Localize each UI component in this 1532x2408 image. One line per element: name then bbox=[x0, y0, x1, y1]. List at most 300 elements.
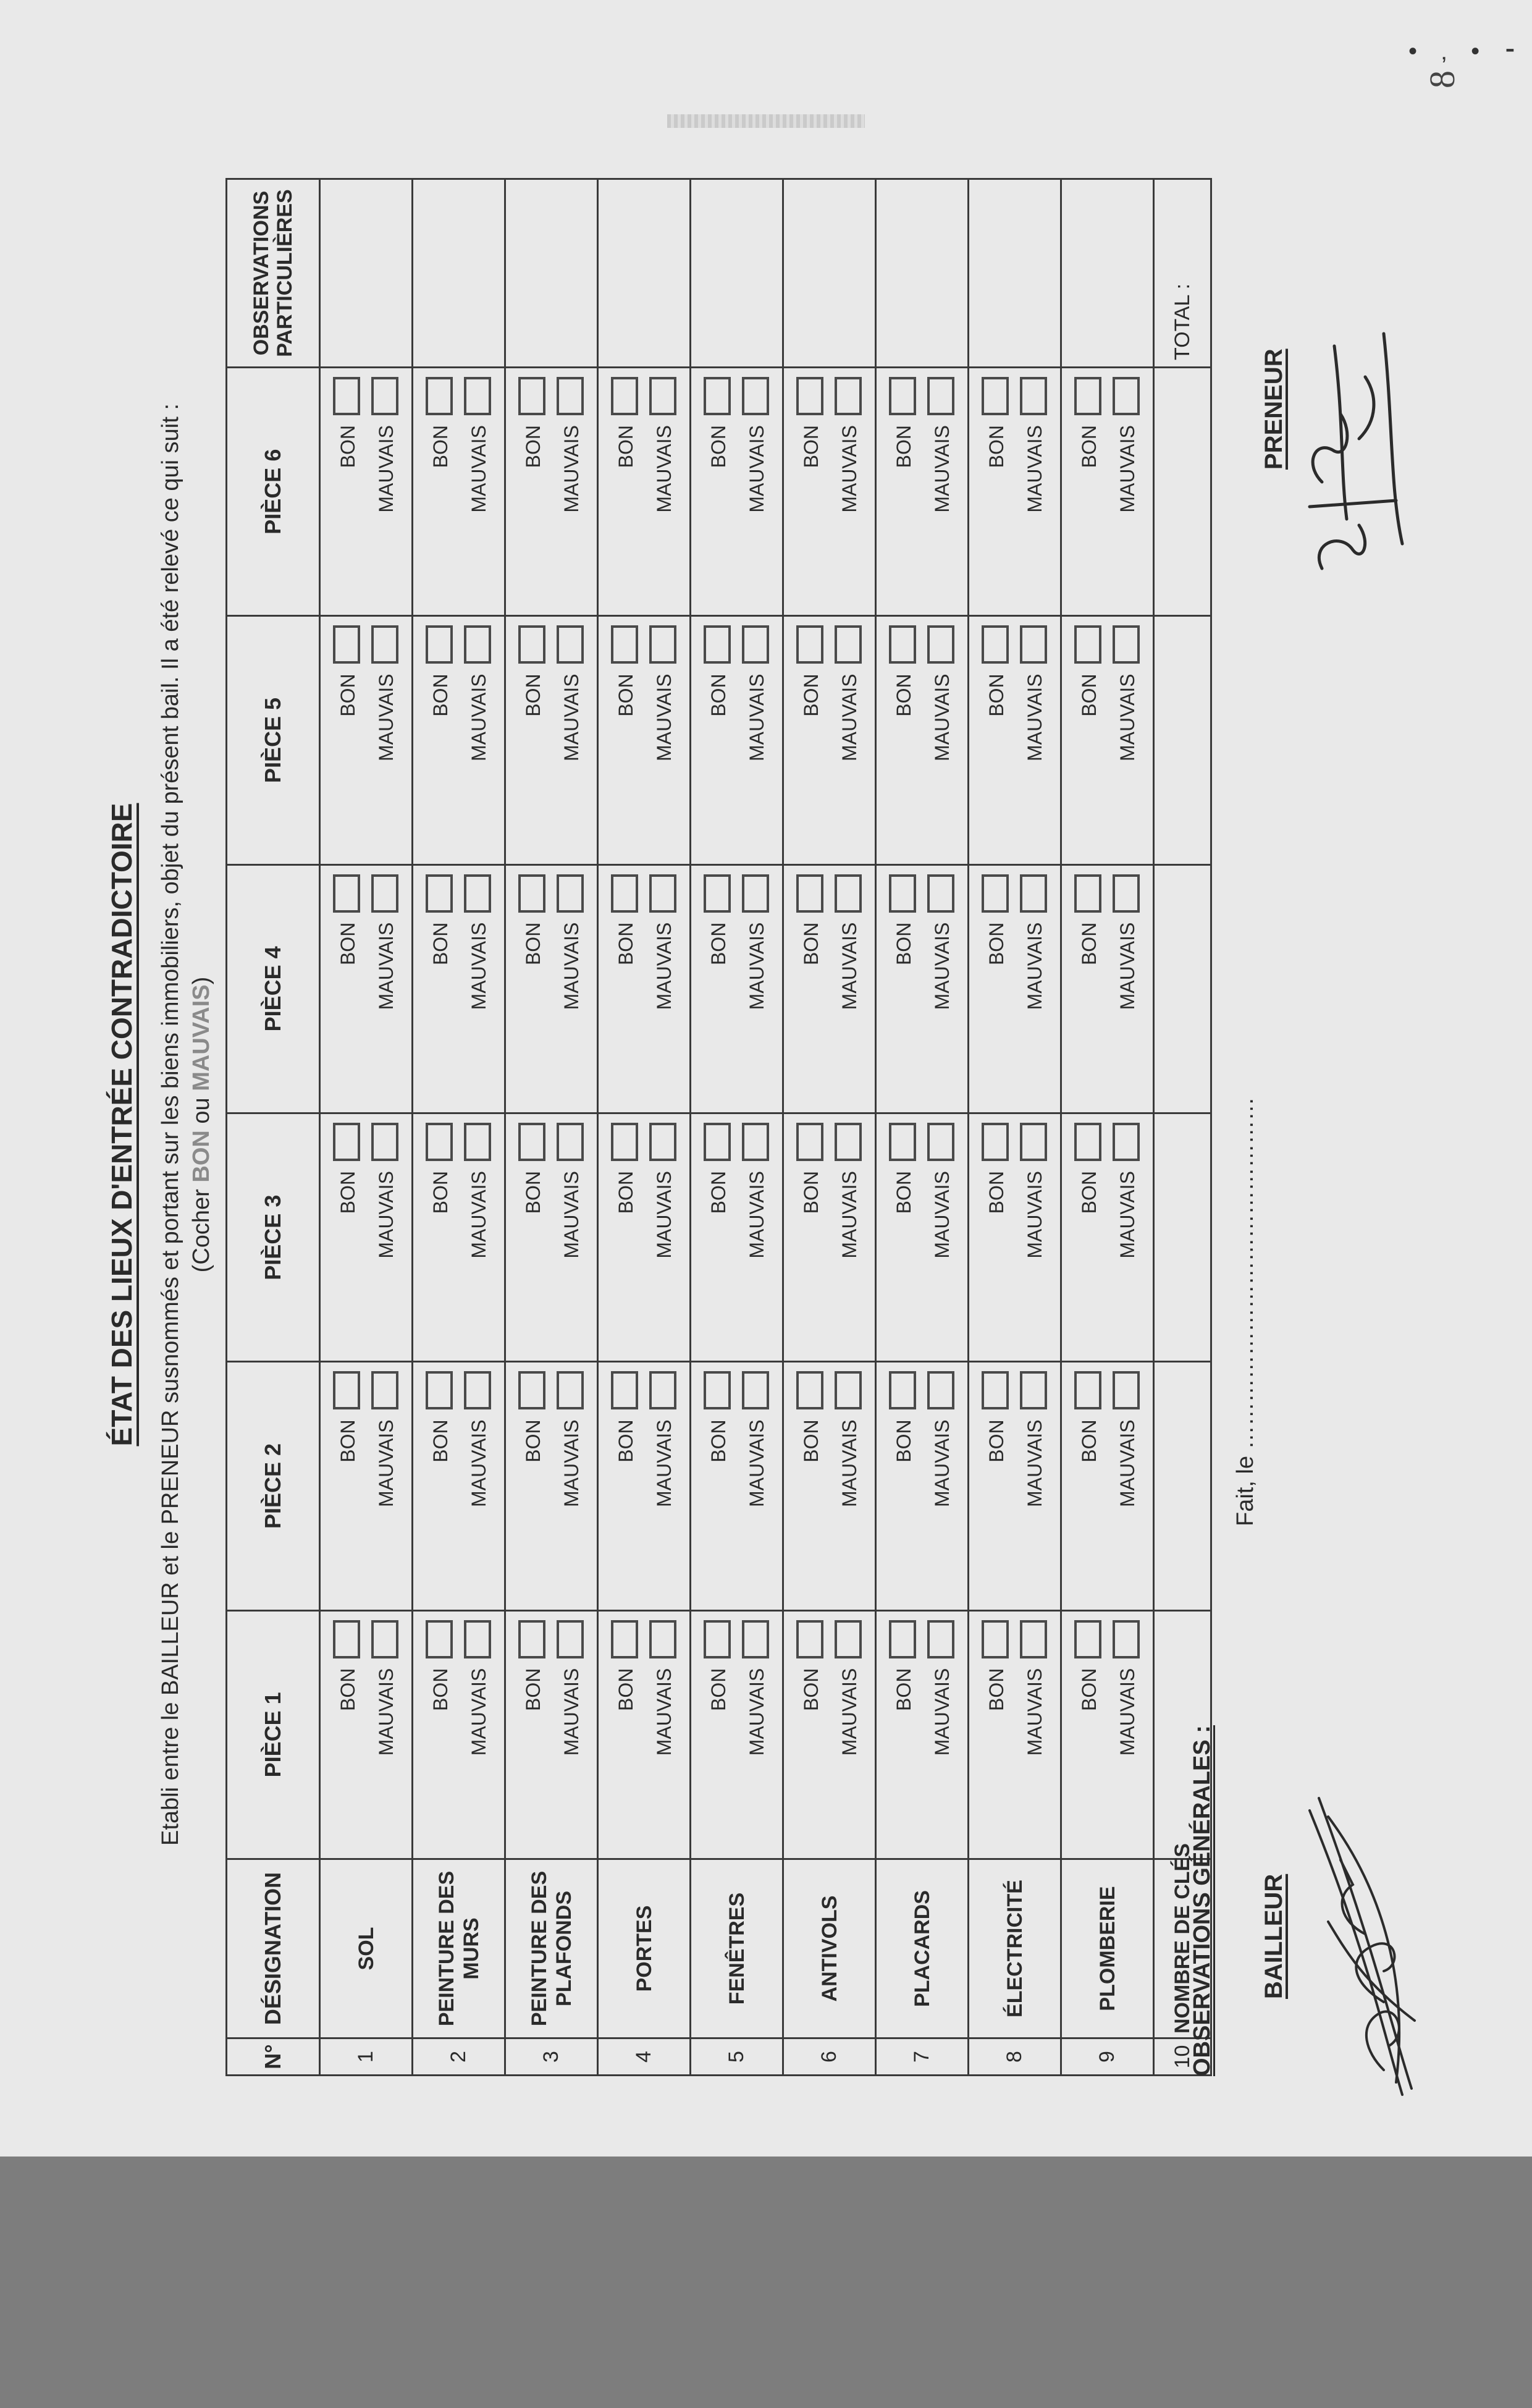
mauvais-checkbox[interactable] bbox=[742, 377, 769, 415]
bon-checkbox[interactable] bbox=[796, 1620, 823, 1658]
keys-piece-4[interactable] bbox=[1154, 864, 1211, 1113]
piece-6-cell bbox=[505, 368, 598, 616]
row-designation: SOL bbox=[320, 1859, 413, 2038]
option-bon bbox=[330, 1612, 366, 1858]
mauvais-label: MAUVAIS bbox=[746, 922, 768, 1010]
mauvais-checkbox[interactable] bbox=[557, 874, 584, 913]
mauvais-checkbox[interactable] bbox=[371, 1620, 398, 1658]
observations-cell[interactable] bbox=[969, 179, 1061, 368]
row-number: 4 bbox=[598, 2038, 691, 2076]
bon-checkbox[interactable] bbox=[1074, 625, 1101, 664]
option-bon bbox=[1072, 1362, 1108, 1609]
piece-1-cell bbox=[969, 1610, 1061, 1859]
bon-checkbox[interactable] bbox=[518, 874, 545, 913]
mauvais-checkbox[interactable] bbox=[464, 1620, 491, 1658]
header-observations: OBSERVATIONS PARTICULIÈRES bbox=[227, 179, 320, 368]
bon-checkbox[interactable] bbox=[889, 874, 916, 913]
mauvais-checkbox[interactable] bbox=[1020, 377, 1047, 415]
piece-5-cell bbox=[969, 616, 1061, 864]
row-number: 5 bbox=[691, 2038, 783, 2076]
bon-checkbox[interactable] bbox=[611, 1371, 638, 1409]
bon-checkbox[interactable] bbox=[426, 1371, 453, 1409]
option-mauvais bbox=[925, 1612, 961, 1858]
option-mauvais bbox=[739, 368, 775, 615]
bon-label: BON bbox=[337, 425, 359, 468]
piece-2-cell bbox=[320, 1362, 413, 1610]
bon-checkbox[interactable] bbox=[704, 377, 731, 415]
bon-checkbox[interactable] bbox=[1074, 1371, 1101, 1409]
table-body bbox=[320, 179, 1211, 2076]
bon-label: BON bbox=[429, 1668, 452, 1712]
option-mauvais bbox=[1017, 1612, 1053, 1858]
mauvais-checkbox[interactable] bbox=[742, 874, 769, 913]
piece-3-cell bbox=[783, 1113, 876, 1362]
bon-checkbox[interactable] bbox=[518, 1371, 545, 1409]
mauvais-label: MAUVAIS bbox=[931, 425, 953, 513]
bon-checkbox[interactable] bbox=[333, 377, 360, 415]
bon-label: BON bbox=[985, 1171, 1008, 1214]
mauvais-checkbox[interactable] bbox=[371, 1123, 398, 1161]
piece-2-cell bbox=[505, 1362, 598, 1610]
piece-4-cell bbox=[320, 864, 413, 1113]
bon-checkbox[interactable] bbox=[333, 874, 360, 913]
piece-2-cell bbox=[876, 1362, 969, 1610]
option-bon bbox=[794, 866, 830, 1112]
mauvais-checkbox[interactable] bbox=[1113, 1620, 1140, 1658]
piece-5-cell bbox=[505, 616, 598, 864]
header-piece-2: PIÈCE 2 bbox=[227, 1362, 320, 1610]
mauvais-checkbox[interactable] bbox=[1113, 1123, 1140, 1161]
mauvais-checkbox[interactable] bbox=[1020, 1620, 1047, 1658]
mauvais-checkbox[interactable] bbox=[835, 1123, 862, 1161]
table-row bbox=[783, 179, 876, 2076]
option-bon bbox=[1072, 1114, 1108, 1361]
bon-checkbox[interactable] bbox=[518, 1620, 545, 1658]
option-bon bbox=[608, 866, 644, 1112]
bon-label: BON bbox=[615, 425, 637, 468]
option-bon bbox=[423, 1362, 459, 1609]
option-bon bbox=[1072, 866, 1108, 1112]
bon-checkbox[interactable] bbox=[611, 625, 638, 664]
mauvais-label: MAUVAIS bbox=[375, 1668, 397, 1756]
option-mauvais bbox=[554, 1612, 590, 1858]
keys-piece-3[interactable] bbox=[1154, 1113, 1211, 1362]
option-bon bbox=[886, 1612, 922, 1858]
option-bon bbox=[1072, 368, 1108, 615]
mauvais-checkbox[interactable] bbox=[464, 1123, 491, 1161]
bon-checkbox[interactable] bbox=[982, 377, 1009, 415]
row-number: 9 bbox=[1061, 2038, 1154, 2076]
piece-4-cell bbox=[876, 864, 969, 1113]
option-mauvais bbox=[647, 866, 683, 1112]
option-mauvais bbox=[461, 617, 497, 863]
mauvais-checkbox[interactable] bbox=[1020, 1371, 1047, 1409]
mauvais-checkbox[interactable] bbox=[835, 1620, 862, 1658]
bon-label: BON bbox=[1078, 922, 1100, 966]
bon-checkbox[interactable] bbox=[982, 874, 1009, 913]
piece-5-cell bbox=[413, 616, 505, 864]
option-bon bbox=[701, 866, 737, 1112]
mauvais-checkbox[interactable] bbox=[1113, 874, 1140, 913]
piece-5-cell bbox=[1061, 616, 1154, 864]
header-piece-4: PIÈCE 4 bbox=[227, 864, 320, 1113]
option-mauvais bbox=[1017, 1362, 1053, 1609]
mauvais-checkbox[interactable] bbox=[835, 1371, 862, 1409]
piece-3-cell bbox=[1061, 1113, 1154, 1362]
bon-checkbox[interactable] bbox=[426, 377, 453, 415]
option-mauvais bbox=[461, 866, 497, 1112]
piece-5-cell bbox=[876, 616, 969, 864]
option-mauvais bbox=[832, 1362, 868, 1609]
mauvais-checkbox[interactable] bbox=[742, 1371, 769, 1409]
observations-cell[interactable] bbox=[413, 179, 505, 368]
option-mauvais bbox=[461, 1114, 497, 1361]
option-bon bbox=[794, 368, 830, 615]
row-designation: PLOMBERIE bbox=[1061, 1859, 1154, 2038]
option-mauvais bbox=[925, 1362, 961, 1609]
bon-checkbox[interactable] bbox=[796, 625, 823, 664]
option-bon bbox=[423, 1114, 459, 1361]
bon-label: BON bbox=[893, 1171, 915, 1214]
mauvais-checkbox[interactable] bbox=[371, 1371, 398, 1409]
bon-label: BON bbox=[985, 1419, 1008, 1463]
mauvais-label: MAUVAIS bbox=[560, 1171, 583, 1259]
bon-checkbox[interactable] bbox=[704, 625, 731, 664]
row-number: 8 bbox=[969, 2038, 1061, 2076]
mauvais-checkbox[interactable] bbox=[649, 1620, 676, 1658]
bon-checkbox[interactable] bbox=[426, 1123, 453, 1161]
bon-checkbox[interactable] bbox=[333, 1620, 360, 1658]
bon-label: BON bbox=[429, 1171, 452, 1214]
piece-3-cell bbox=[598, 1113, 691, 1362]
bon-checkbox[interactable] bbox=[333, 625, 360, 664]
bon-checkbox[interactable] bbox=[1074, 1123, 1101, 1161]
mauvais-checkbox[interactable] bbox=[557, 625, 584, 664]
bon-label: BON bbox=[1078, 425, 1100, 468]
bon-label: BON bbox=[707, 1668, 730, 1712]
option-bon bbox=[608, 1114, 644, 1361]
general-observations-label: OBSERVATIONS GÉNÉRALES : bbox=[1189, 1725, 1215, 2076]
option-bon bbox=[608, 1362, 644, 1609]
piece-6-cell bbox=[1061, 368, 1154, 616]
mauvais-checkbox[interactable] bbox=[1113, 1371, 1140, 1409]
mauvais-checkbox[interactable] bbox=[927, 625, 954, 664]
option-mauvais bbox=[369, 1362, 405, 1609]
mauvais-checkbox[interactable] bbox=[464, 1371, 491, 1409]
mauvais-label: MAUVAIS bbox=[375, 1419, 397, 1507]
bon-checkbox[interactable] bbox=[796, 874, 823, 913]
bon-checkbox[interactable] bbox=[426, 874, 453, 913]
bon-checkbox[interactable] bbox=[889, 625, 916, 664]
mauvais-label: MAUVAIS bbox=[1024, 1419, 1046, 1507]
header-piece-1: PIÈCE 1 bbox=[227, 1610, 320, 1859]
row-number: 6 bbox=[783, 2038, 876, 2076]
option-bon bbox=[886, 368, 922, 615]
bon-checkbox[interactable] bbox=[889, 1371, 916, 1409]
bon-checkbox[interactable] bbox=[704, 1371, 731, 1409]
bon-label: BON bbox=[522, 1668, 544, 1712]
mauvais-checkbox[interactable] bbox=[927, 1371, 954, 1409]
option-mauvais bbox=[925, 866, 961, 1112]
bon-checkbox[interactable] bbox=[982, 1123, 1009, 1161]
piece-2-cell bbox=[598, 1362, 691, 1610]
option-bon bbox=[423, 1612, 459, 1858]
mauvais-checkbox[interactable] bbox=[1113, 377, 1140, 415]
bon-checkbox[interactable] bbox=[611, 377, 638, 415]
mauvais-label: MAUVAIS bbox=[1024, 425, 1046, 513]
mauvais-checkbox[interactable] bbox=[371, 625, 398, 664]
mauvais-label: MAUVAIS bbox=[468, 1668, 490, 1756]
option-mauvais bbox=[369, 1114, 405, 1361]
piece-1-cell bbox=[505, 1610, 598, 1859]
bon-checkbox[interactable] bbox=[1074, 1620, 1101, 1658]
mauvais-label: MAUVAIS bbox=[560, 922, 583, 1010]
piece-5-cell bbox=[691, 616, 783, 864]
observations-cell[interactable] bbox=[505, 179, 598, 368]
mauvais-checkbox[interactable] bbox=[835, 377, 862, 415]
bailleur-signature bbox=[1291, 1786, 1427, 2107]
option-bon bbox=[423, 368, 459, 615]
mauvais-label: MAUVAIS bbox=[838, 674, 861, 762]
piece-3-cell bbox=[691, 1113, 783, 1362]
option-bon bbox=[516, 866, 552, 1112]
bon-checkbox[interactable] bbox=[889, 377, 916, 415]
bon-label: BON bbox=[985, 922, 1008, 966]
mauvais-label: MAUVAIS bbox=[375, 425, 397, 513]
inspection-table bbox=[225, 178, 1212, 2076]
bon-checkbox[interactable] bbox=[889, 1123, 916, 1161]
option-bon bbox=[608, 1612, 644, 1858]
header-num: N° bbox=[227, 2038, 320, 2076]
table-row bbox=[320, 179, 413, 2076]
bon-label: BON bbox=[337, 1419, 359, 1463]
keys-piece-6[interactable] bbox=[1154, 368, 1211, 616]
instruction-mauvais: MAUVAIS bbox=[188, 984, 214, 1091]
bon-label: BON bbox=[800, 1171, 822, 1214]
option-bon bbox=[794, 617, 830, 863]
mauvais-label: MAUVAIS bbox=[931, 922, 953, 1010]
option-mauvais bbox=[554, 1114, 590, 1361]
mauvais-checkbox[interactable] bbox=[835, 874, 862, 913]
bon-checkbox[interactable] bbox=[982, 1620, 1009, 1658]
bon-label: BON bbox=[707, 1419, 730, 1463]
piece-4-cell bbox=[783, 864, 876, 1113]
mauvais-label: MAUVAIS bbox=[838, 1171, 861, 1259]
mauvais-checkbox[interactable] bbox=[557, 1620, 584, 1658]
option-mauvais bbox=[1110, 1612, 1146, 1858]
bon-checkbox[interactable] bbox=[611, 1123, 638, 1161]
option-mauvais bbox=[1017, 1114, 1053, 1361]
bon-label: BON bbox=[429, 922, 452, 966]
mauvais-checkbox[interactable] bbox=[464, 625, 491, 664]
piece-3-cell bbox=[320, 1113, 413, 1362]
keys-label: NOMBRE DE CLÉS bbox=[1154, 1859, 1211, 2038]
mauvais-label: MAUVAIS bbox=[375, 922, 397, 1010]
bon-checkbox[interactable] bbox=[796, 1371, 823, 1409]
mauvais-checkbox[interactable] bbox=[1113, 625, 1140, 664]
observations-cell[interactable] bbox=[691, 179, 783, 368]
option-bon bbox=[608, 368, 644, 615]
option-bon bbox=[423, 617, 459, 863]
bon-checkbox[interactable] bbox=[518, 625, 545, 664]
mauvais-checkbox[interactable] bbox=[927, 1620, 954, 1658]
mauvais-checkbox[interactable] bbox=[557, 377, 584, 415]
bon-checkbox[interactable] bbox=[982, 1371, 1009, 1409]
bon-label: BON bbox=[893, 674, 915, 717]
mauvais-label: MAUVAIS bbox=[468, 1419, 490, 1507]
mauvais-label: MAUVAIS bbox=[653, 1171, 675, 1259]
piece-4-cell bbox=[1061, 864, 1154, 1113]
option-mauvais bbox=[461, 368, 497, 615]
mauvais-label: MAUVAIS bbox=[1116, 1171, 1138, 1259]
mauvais-checkbox[interactable] bbox=[371, 377, 398, 415]
mauvais-label: MAUVAIS bbox=[931, 1419, 953, 1507]
option-mauvais bbox=[461, 1362, 497, 1609]
mauvais-label: MAUVAIS bbox=[838, 425, 861, 513]
page-number: 8 bbox=[1422, 70, 1462, 88]
bon-checkbox[interactable] bbox=[611, 1620, 638, 1658]
keys-piece-5[interactable] bbox=[1154, 616, 1211, 864]
bon-checkbox[interactable] bbox=[704, 874, 731, 913]
option-bon bbox=[1072, 617, 1108, 863]
bon-checkbox[interactable] bbox=[704, 1620, 731, 1658]
option-bon bbox=[423, 866, 459, 1112]
piece-1-cell bbox=[876, 1610, 969, 1859]
bon-checkbox[interactable] bbox=[1074, 874, 1101, 913]
bon-checkbox[interactable] bbox=[426, 625, 453, 664]
mauvais-checkbox[interactable] bbox=[649, 1123, 676, 1161]
bon-label: BON bbox=[615, 674, 637, 717]
bailleur-label: BAILLEUR bbox=[1260, 1874, 1287, 1999]
row-number: 2 bbox=[413, 2038, 505, 2076]
piece-5-cell bbox=[783, 616, 876, 864]
mauvais-checkbox[interactable] bbox=[649, 1371, 676, 1409]
option-bon bbox=[330, 1362, 366, 1609]
mauvais-checkbox[interactable] bbox=[649, 874, 676, 913]
bon-label: BON bbox=[429, 1419, 452, 1463]
mauvais-checkbox[interactable] bbox=[927, 1123, 954, 1161]
option-mauvais bbox=[647, 1114, 683, 1361]
piece-6-cell bbox=[691, 368, 783, 616]
scanner-background bbox=[0, 2157, 1532, 2408]
mauvais-checkbox[interactable] bbox=[371, 874, 398, 913]
bon-checkbox[interactable] bbox=[982, 625, 1009, 664]
bon-label: BON bbox=[985, 674, 1008, 717]
observations-cell[interactable] bbox=[598, 179, 691, 368]
table-row bbox=[413, 179, 505, 2076]
mauvais-label: MAUVAIS bbox=[653, 922, 675, 1010]
mauvais-checkbox[interactable] bbox=[464, 874, 491, 913]
mauvais-checkbox[interactable] bbox=[1020, 1123, 1047, 1161]
bon-checkbox[interactable] bbox=[333, 1123, 360, 1161]
bon-checkbox[interactable] bbox=[518, 377, 545, 415]
header-piece-5: PIÈCE 5 bbox=[227, 616, 320, 864]
option-bon bbox=[701, 617, 737, 863]
bon-checkbox[interactable] bbox=[889, 1620, 916, 1658]
mauvais-checkbox[interactable] bbox=[557, 1123, 584, 1161]
bon-label: BON bbox=[429, 425, 452, 468]
bon-checkbox[interactable] bbox=[611, 874, 638, 913]
observations-cell[interactable] bbox=[1061, 179, 1154, 368]
mauvais-label: MAUVAIS bbox=[560, 1668, 583, 1756]
bon-checkbox[interactable] bbox=[426, 1620, 453, 1658]
mauvais-checkbox[interactable] bbox=[742, 1620, 769, 1658]
bon-label: BON bbox=[615, 1171, 637, 1214]
bon-checkbox[interactable] bbox=[1074, 377, 1101, 415]
bon-label: BON bbox=[615, 922, 637, 966]
option-bon bbox=[608, 617, 644, 863]
mauvais-label: MAUVAIS bbox=[838, 1419, 861, 1507]
bon-label: BON bbox=[429, 674, 452, 717]
bon-checkbox[interactable] bbox=[796, 1123, 823, 1161]
mauvais-checkbox[interactable] bbox=[742, 625, 769, 664]
table-row bbox=[1061, 179, 1154, 2076]
table-row bbox=[505, 179, 598, 2076]
row-designation: FENÊTRES bbox=[691, 1859, 783, 2038]
bon-label: BON bbox=[707, 922, 730, 966]
mauvais-label: MAUVAIS bbox=[931, 1668, 953, 1756]
table-row bbox=[691, 179, 783, 2076]
option-mauvais bbox=[647, 1612, 683, 1858]
mauvais-label: MAUVAIS bbox=[468, 674, 490, 762]
observations-cell[interactable] bbox=[320, 179, 413, 368]
option-mauvais bbox=[647, 368, 683, 615]
mauvais-label: MAUVAIS bbox=[931, 1171, 953, 1259]
mauvais-label: MAUVAIS bbox=[1024, 922, 1046, 1010]
bon-checkbox[interactable] bbox=[518, 1123, 545, 1161]
mauvais-checkbox[interactable] bbox=[649, 377, 676, 415]
mauvais-checkbox[interactable] bbox=[835, 625, 862, 664]
mauvais-label: MAUVAIS bbox=[1116, 674, 1138, 762]
observations-cell[interactable] bbox=[876, 179, 969, 368]
instruction-ou: ou bbox=[188, 1091, 214, 1131]
bon-checkbox[interactable] bbox=[796, 377, 823, 415]
row-designation: ÉLECTRICITÉ bbox=[969, 1859, 1061, 2038]
bon-checkbox[interactable] bbox=[333, 1371, 360, 1409]
piece-4-cell bbox=[598, 864, 691, 1113]
mauvais-label: MAUVAIS bbox=[468, 425, 490, 513]
mauvais-label: MAUVAIS bbox=[560, 425, 583, 513]
mauvais-checkbox[interactable] bbox=[649, 625, 676, 664]
bon-label: BON bbox=[1078, 1171, 1100, 1214]
row-designation: PORTES bbox=[598, 1859, 691, 2038]
option-mauvais bbox=[1110, 866, 1146, 1112]
mauvais-checkbox[interactable] bbox=[464, 377, 491, 415]
option-bon bbox=[886, 866, 922, 1112]
table-row bbox=[598, 179, 691, 2076]
piece-2-cell bbox=[413, 1362, 505, 1610]
option-bon bbox=[886, 617, 922, 863]
bon-label: BON bbox=[522, 1419, 544, 1463]
mauvais-checkbox[interactable] bbox=[742, 1123, 769, 1161]
mauvais-checkbox[interactable] bbox=[927, 874, 954, 913]
mauvais-label: MAUVAIS bbox=[746, 1668, 768, 1756]
bon-label: BON bbox=[1078, 1668, 1100, 1712]
bon-checkbox[interactable] bbox=[704, 1123, 731, 1161]
option-mauvais bbox=[832, 1612, 868, 1858]
mauvais-checkbox[interactable] bbox=[557, 1371, 584, 1409]
mauvais-checkbox[interactable] bbox=[1020, 874, 1047, 913]
mauvais-label: MAUVAIS bbox=[1116, 425, 1138, 513]
bon-label: BON bbox=[800, 674, 822, 717]
option-bon bbox=[516, 1362, 552, 1609]
observations-cell[interactable] bbox=[783, 179, 876, 368]
piece-5-cell bbox=[598, 616, 691, 864]
keys-piece-2[interactable] bbox=[1154, 1362, 1211, 1610]
mauvais-checkbox[interactable] bbox=[927, 377, 954, 415]
intro-text: Etabli entre le BAILLEUR et le PRENEUR susnommés et portant sur les biens immobiliers, objet du présent bail. Il a été relevé ce qui suit : bbox=[158, 403, 183, 1846]
mauvais-checkbox[interactable] bbox=[1020, 625, 1047, 664]
